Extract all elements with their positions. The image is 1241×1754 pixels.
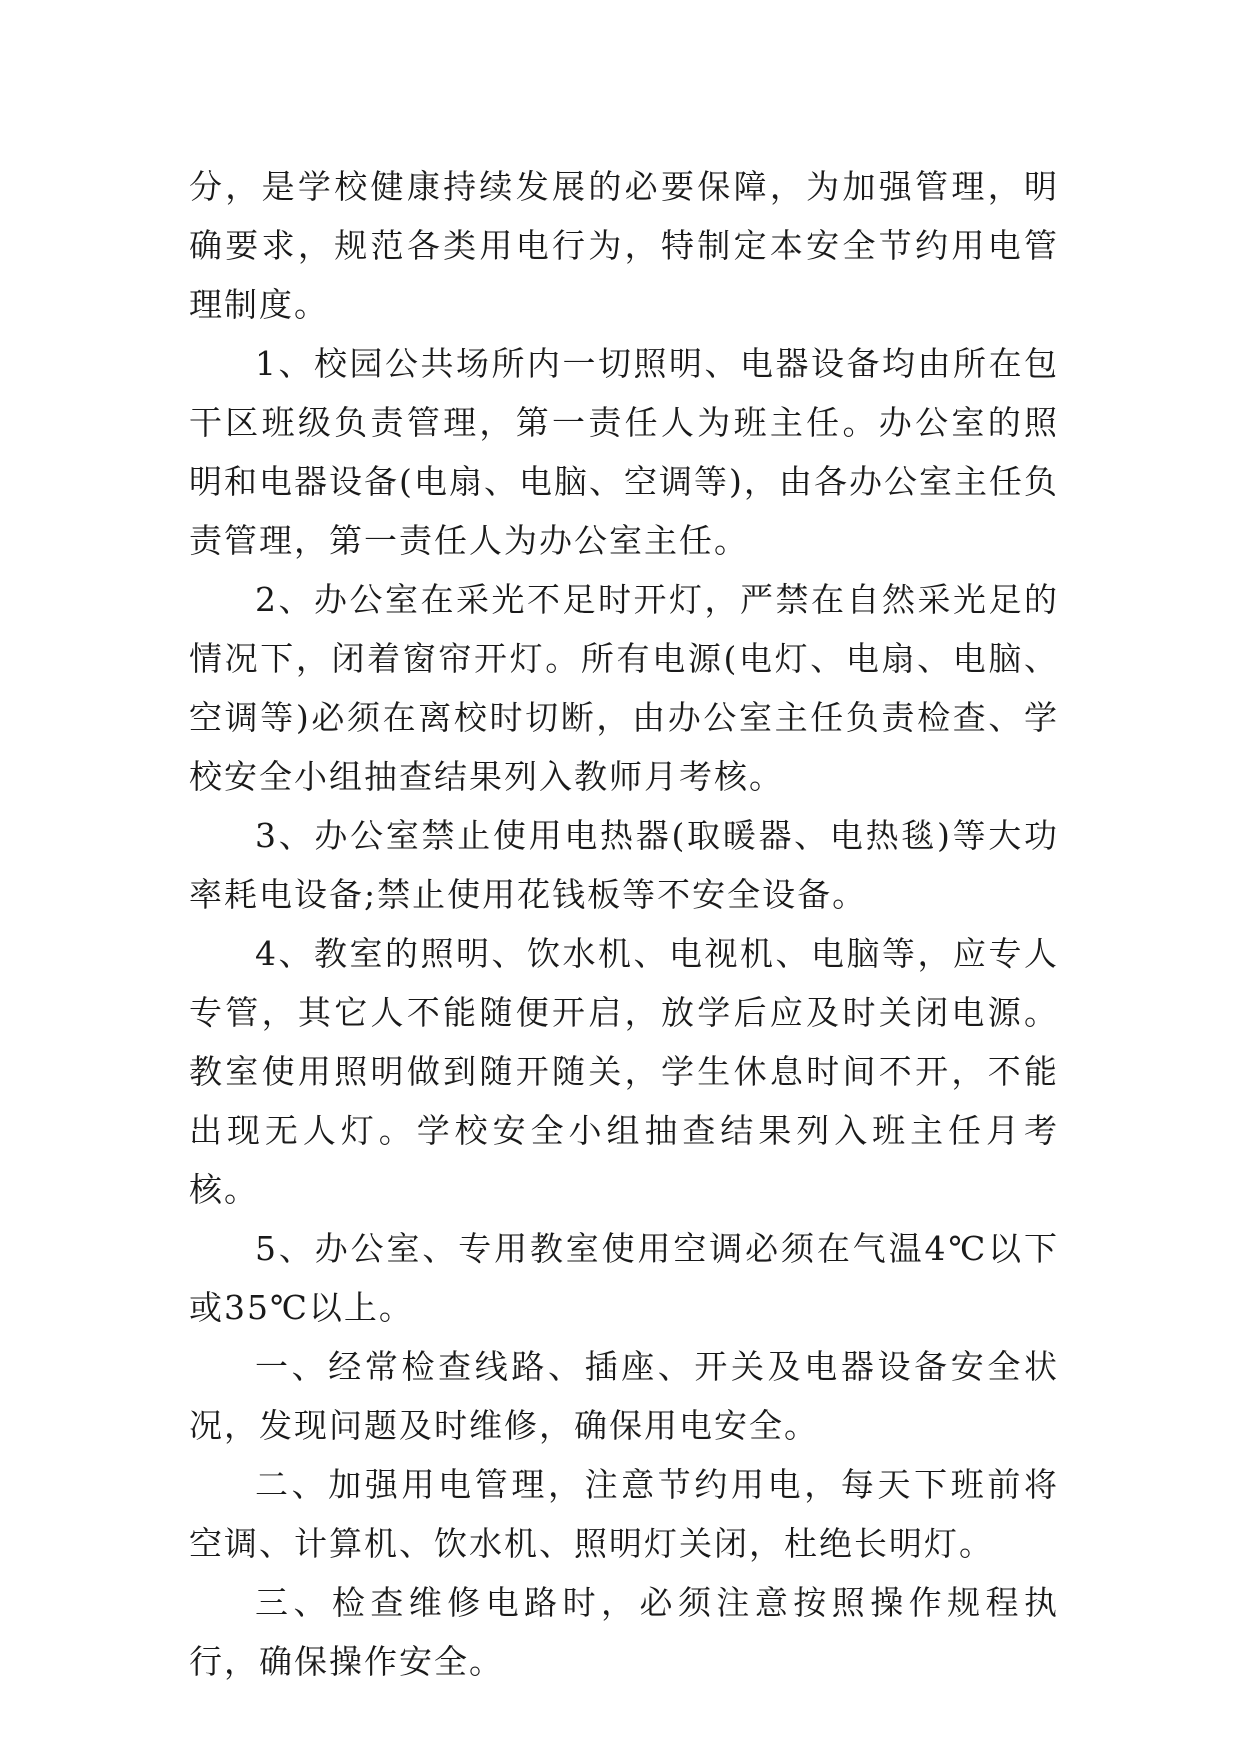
paragraph-item-2: 二、加强用电管理，注意节约用电，每天下班前将空调、计算机、饮水机、照明灯关闭，杜绝长明灯。 bbox=[189, 1465, 1059, 1563]
document-body bbox=[189, 157, 1059, 1691]
paragraph-rule-5: 5、办公室、专用教室使用空调必须在气温4℃以下或35℃以上。 bbox=[189, 1229, 1059, 1327]
paragraph-rule-3: 3、办公室禁止使用电热器(取暖器、电热毯)等大功率耗电设备;禁止使用花钱板等不安全设备。 bbox=[189, 816, 1059, 914]
paragraph-item-1: 一、经常检查线路、插座、开关及电器设备安全状况，发现问题及时维修，确保用电安全。 bbox=[189, 1347, 1059, 1445]
paragraph-intro: 分，是学校健康持续发展的必要保障，为加强管理，明确要求，规范各类用电行为，特制定本安全节约用电管理制度。 bbox=[189, 167, 1059, 324]
paragraph-rule-2: 2、办公室在采光不足时开灯，严禁在自然采光足的情况下，闭着窗帘开灯。所有电源(电灯、电扇、电脑、空调等)必须在离校时切断，由办公室主任负责检查、学校安全小组抽查结果列入教师月考核。 bbox=[189, 580, 1059, 796]
paragraph-item-3: 三、检查维修电路时，必须注意按照操作规程执行，确保操作安全。 bbox=[189, 1583, 1059, 1681]
paragraph-rule-1: 1、校园公共场所内一切照明、电器设备均由所在包干区班级负责管理，第一责任人为班主任。办公室的照明和电器设备(电扇、电脑、空调等)，由各办公室主任负责管理，第一责任人为办公室主任。 bbox=[189, 344, 1059, 560]
paragraph-rule-4: 4、教室的照明、饮水机、电视机、电脑等，应专人专管，其它人不能随便开启，放学后应及时关闭电源。教室使用照明做到随开随关，学生休息时间不开，不能出现无人灯。学校安全小组抽查结果列入班主任月考核。 bbox=[189, 934, 1059, 1209]
